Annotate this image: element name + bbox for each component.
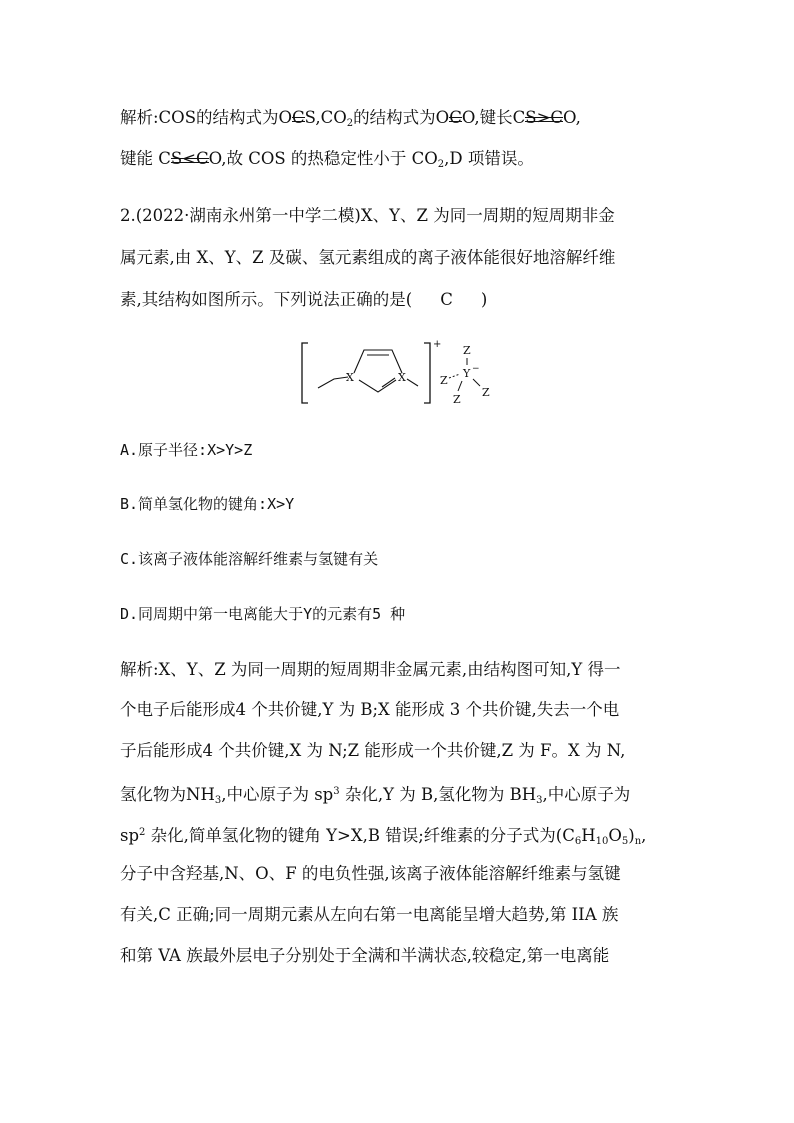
- text-run: ): [628, 826, 635, 845]
- ring-bonds: [354, 350, 402, 392]
- option-d: D.同周期中第一电离能大于Y的元素有5 种: [120, 605, 406, 623]
- analysis2-line4: [120, 782, 630, 811]
- text-run: O,: [563, 108, 581, 127]
- text-run: 氢化物为NH: [120, 785, 215, 804]
- subscript: 5: [621, 836, 629, 847]
- text-run: O: [608, 826, 622, 845]
- text-run: ): [480, 290, 488, 309]
- subscript: n: [634, 836, 642, 847]
- anion-center-y: Y: [463, 367, 471, 380]
- text-run: 杂化,简单氢化物的键角 Y>X,B 错误;纤维素的分子式为(C: [145, 826, 575, 845]
- ring-double-bonds: [367, 355, 395, 387]
- answer-letter: C: [440, 290, 453, 309]
- cation-charge: +: [433, 339, 442, 350]
- z-top: Z: [463, 344, 471, 357]
- text-run: 的结构式为O: [353, 108, 450, 127]
- ethyl-chain: [318, 377, 348, 388]
- text-run: sp: [120, 826, 140, 845]
- bond-y-z-bottom: [458, 381, 462, 391]
- analysis2-line3: 子后能形成4 个共价键,X 为 N;Z 能形成一个共价键,Z 为 F。X 为 N,: [120, 741, 626, 760]
- text-run: ,中心原子为: [542, 785, 631, 804]
- text-run: H: [581, 826, 596, 845]
- text-run: 杂化,Y 为 B,氢化物为 BH: [339, 785, 537, 804]
- anion-charge: −: [472, 364, 480, 374]
- ring-atom-x-right: X: [398, 371, 406, 384]
- option-c: C.该离子液体能溶解纤维素与氢键有关: [120, 550, 379, 568]
- bond-y-z-left: [449, 374, 460, 378]
- analysis2-line8: 和第 VA 族最外层电子分别处于全满和半满状态,较稳定,第一电离能: [120, 946, 610, 965]
- analysis2-line2: 个电子后能形成4 个共价键,Y 为 B;X 能形成 3 个共价键,失去一个电: [120, 700, 620, 719]
- subscript: 10: [595, 836, 609, 847]
- methyl-bond: [407, 379, 418, 386]
- text-run: ,D 项错误。: [444, 149, 534, 168]
- subscript: 2: [346, 118, 354, 129]
- text-run: S,CO: [304, 108, 347, 127]
- option-b: B.简单氢化物的键角:X>Y: [120, 495, 295, 513]
- text-run: O,键长C: [461, 108, 526, 127]
- ionic-liquid-structure: [296, 335, 506, 410]
- double-bond-text: C: [449, 108, 462, 127]
- text-run: 解析:COS的结构式为O: [120, 108, 293, 127]
- text-run: ,: [641, 826, 647, 845]
- analysis2-line6: 分子中含羟基,N、O、F 的电负性强,该离子液体能溶解纤维素与氢键: [120, 864, 621, 883]
- left-bracket: [302, 343, 308, 403]
- double-bond-text: C: [292, 108, 305, 127]
- z-bottom: Z: [453, 393, 461, 406]
- superscript: 3: [333, 786, 340, 797]
- analysis2-line5: [120, 823, 646, 852]
- analysis2-line1: 解析:X、Y、Z 为同一周期的短周期非金属元素,由结构图可知,Y 得一: [120, 660, 621, 679]
- analysis2-line7: 有关,C 正确;同一周期元素从左向右第一电离能呈增大趋势,第 IIA 族: [120, 905, 619, 924]
- ring-atom-x-left: X: [346, 371, 354, 384]
- z-right: Z: [482, 386, 490, 399]
- z-left: Z: [440, 374, 448, 387]
- right-bracket: [424, 343, 430, 403]
- subscript: 3: [536, 795, 543, 806]
- analysis1-line2: [120, 149, 534, 175]
- subscript: 3: [214, 795, 222, 806]
- text-run: O,故 COS 的热稳定性小于 CO: [208, 149, 438, 168]
- question-line2: 属元素,由 X、Y、Z 及碳、氢元素组成的离子液体能很好地溶解纤维: [120, 248, 616, 267]
- double-bond-text: S>C: [525, 108, 564, 127]
- question-line1: 2.(2022·湖南永州第一中学二模)X、Y、Z 为同一周期的短周期非金: [120, 206, 615, 225]
- text-run: 素,其结构如图所示。下列说法正确的是(: [120, 290, 413, 309]
- analysis1-line1: [120, 108, 581, 134]
- subscript: 2: [437, 159, 445, 170]
- option-a: A.原子半径:X>Y>Z: [120, 441, 253, 459]
- superscript: 2: [139, 827, 146, 838]
- bond-y-z-right: [473, 379, 480, 386]
- text-run: ,中心原子为 sp: [221, 785, 334, 804]
- text-run: 键能 C: [120, 149, 171, 168]
- subscript: 6: [574, 836, 582, 847]
- double-bond-text: S<C: [170, 149, 209, 168]
- question-line3: [120, 290, 487, 310]
